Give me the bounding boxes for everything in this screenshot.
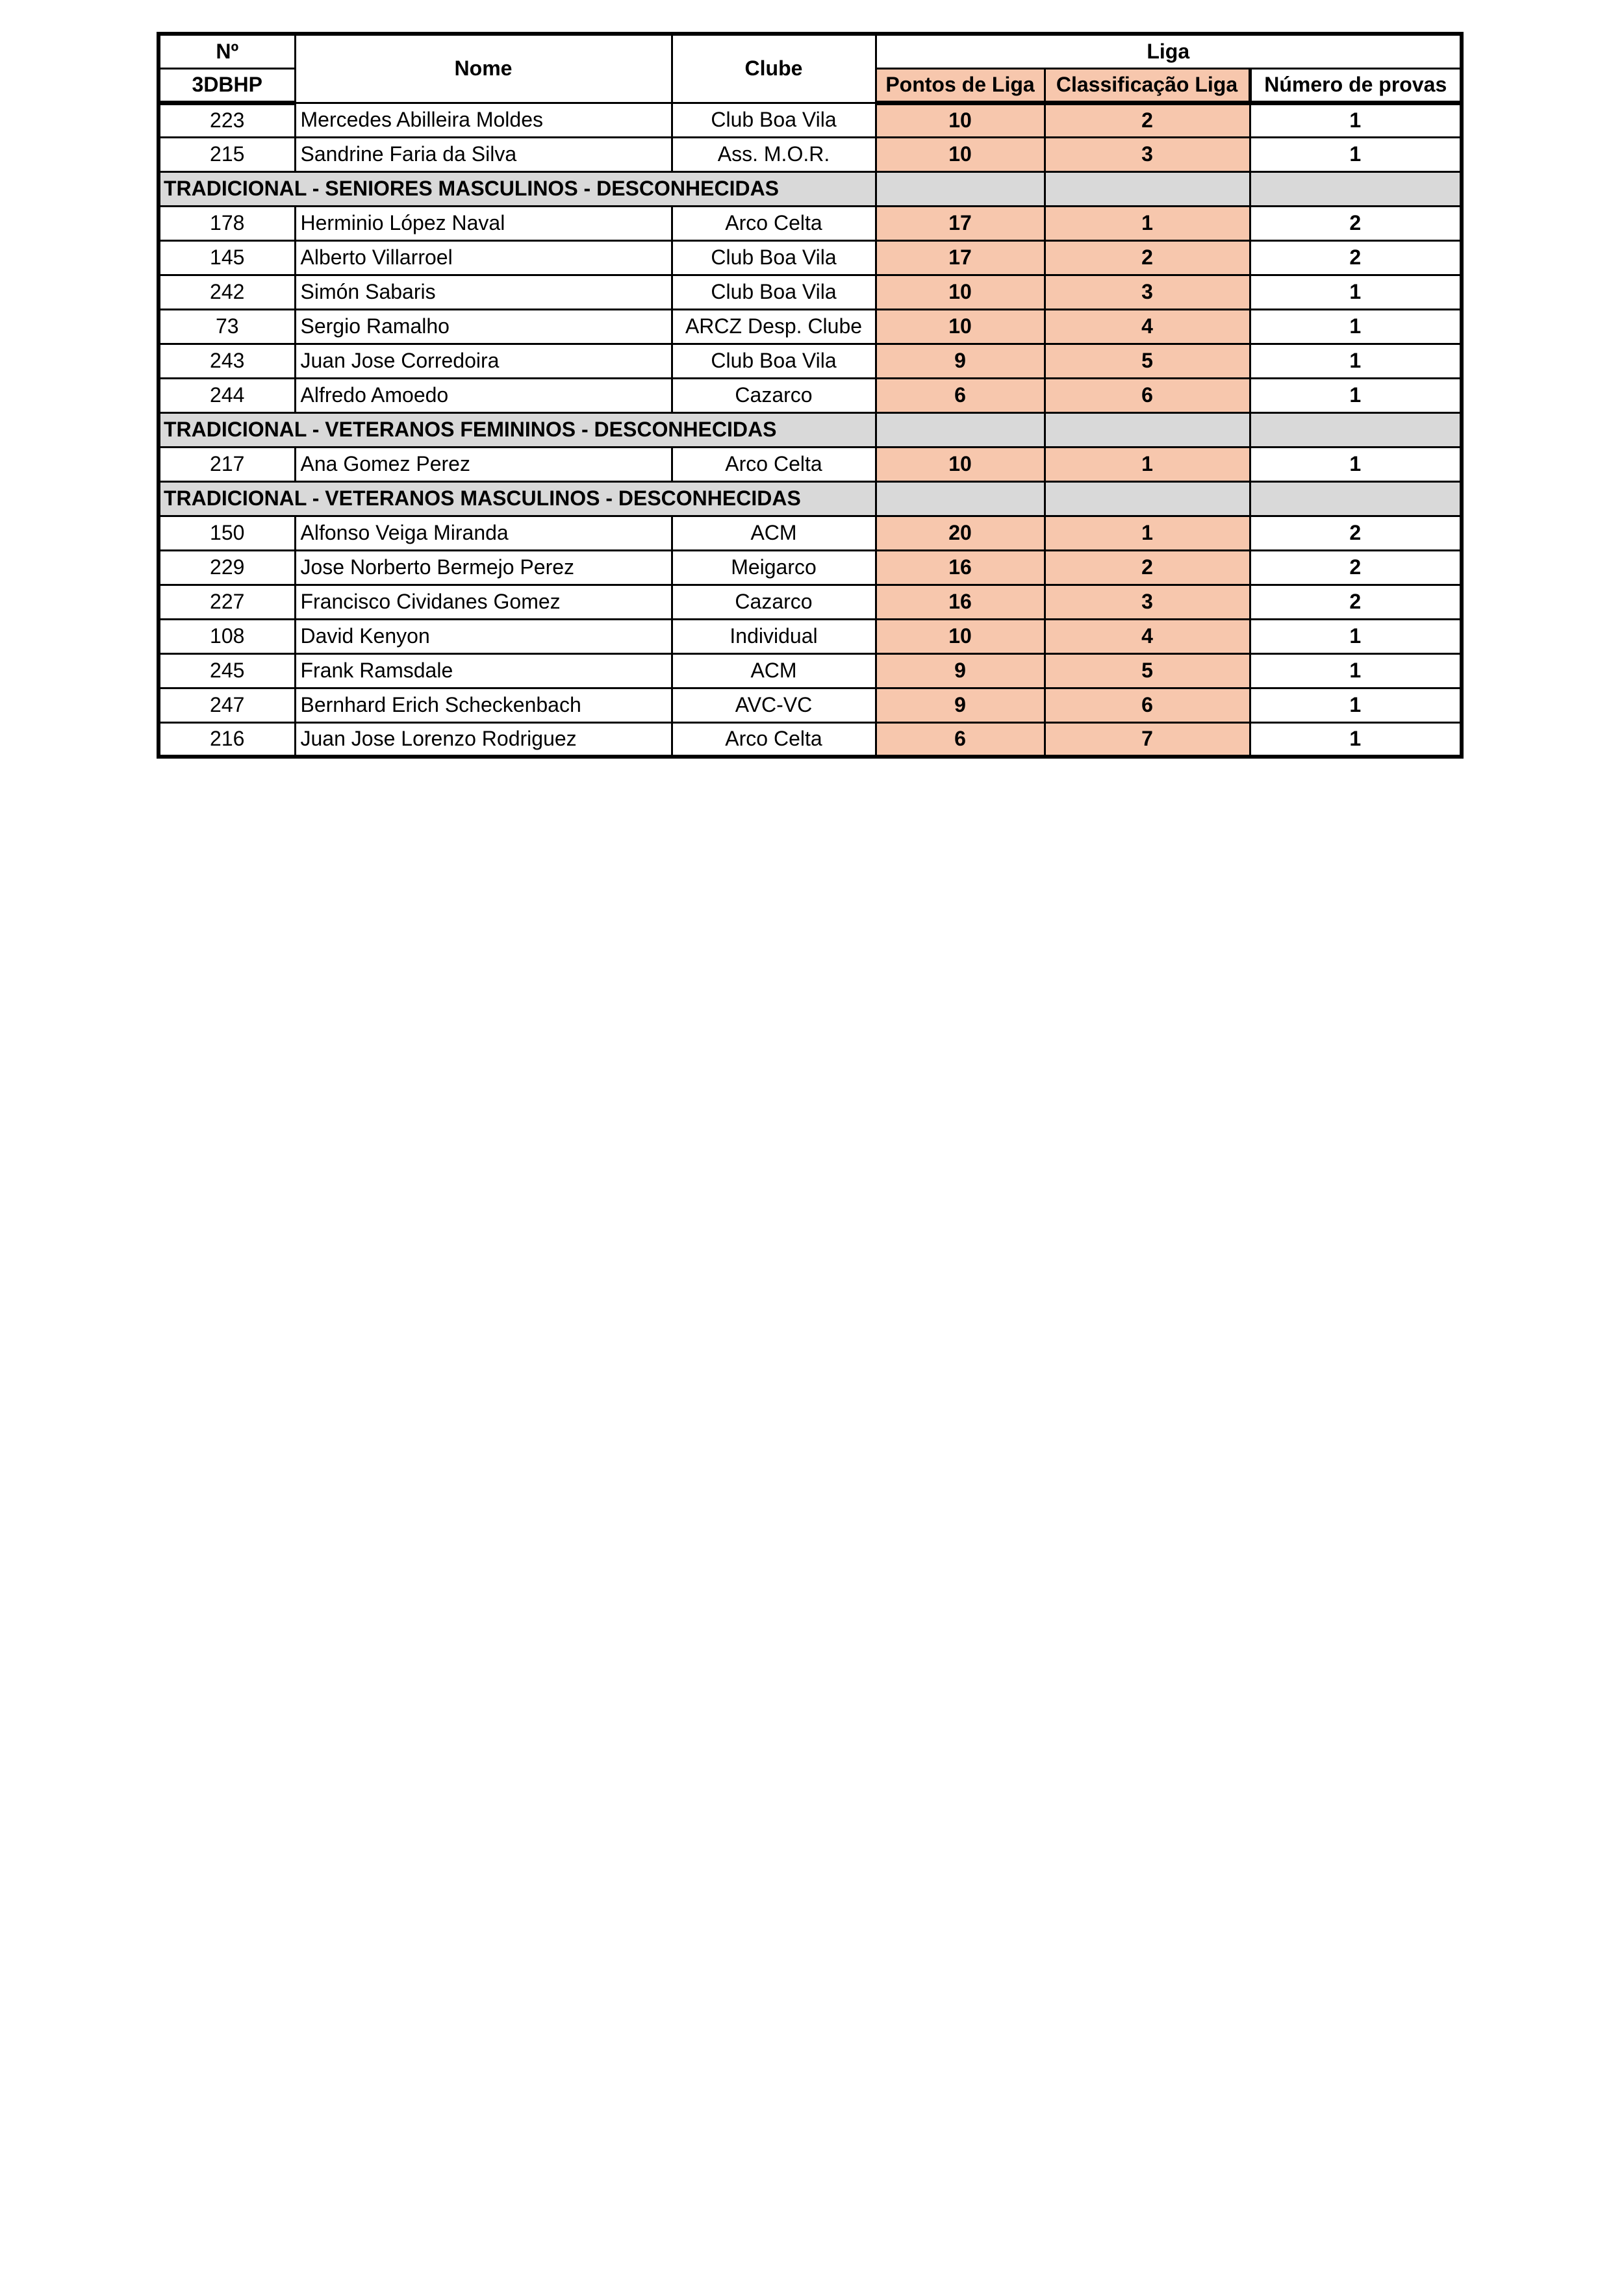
athlete-number: 244 — [159, 378, 295, 412]
table-row — [159, 275, 1462, 309]
athlete-name: Frank Ramsdale — [295, 653, 672, 688]
table-row — [159, 447, 1462, 481]
league-rank: 4 — [1045, 309, 1250, 344]
category-pts-blank — [876, 481, 1045, 516]
athlete-club: Ass. M.O.R. — [672, 137, 876, 171]
category-prov-blank — [1250, 412, 1462, 447]
athlete-name: Herminio López Naval — [295, 206, 672, 240]
league-points: 6 — [876, 722, 1045, 757]
athlete-name: Juan Jose Corredoira — [295, 344, 672, 378]
league-rank: 6 — [1045, 688, 1250, 722]
athlete-name: Juan Jose Lorenzo Rodriguez — [295, 722, 672, 757]
table-row — [159, 240, 1462, 275]
league-points: 10 — [876, 103, 1045, 137]
league-rank: 5 — [1045, 344, 1250, 378]
table-row — [159, 103, 1462, 137]
athlete-number: 217 — [159, 447, 295, 481]
athlete-number: 108 — [159, 619, 295, 653]
league-rank: 1 — [1045, 447, 1250, 481]
category-cls-blank — [1045, 412, 1250, 447]
table-body — [159, 103, 1462, 757]
athlete-club: Meigarco — [672, 550, 876, 585]
athlete-name: Alfonso Veiga Miranda — [295, 516, 672, 550]
event-count: 1 — [1250, 722, 1462, 757]
league-points: 10 — [876, 137, 1045, 171]
athlete-name: Ana Gomez Perez — [295, 447, 672, 481]
league-points: 9 — [876, 653, 1045, 688]
table-row — [159, 206, 1462, 240]
athlete-club: Club Boa Vila — [672, 103, 876, 137]
table-row — [159, 585, 1462, 619]
header-liga: Liga — [876, 34, 1462, 68]
league-table — [157, 32, 1464, 759]
athlete-club: Club Boa Vila — [672, 275, 876, 309]
category-prov-blank — [1250, 481, 1462, 516]
athlete-number: 223 — [159, 103, 295, 137]
league-points: 9 — [876, 688, 1045, 722]
event-count: 1 — [1250, 344, 1462, 378]
athlete-club: Individual — [672, 619, 876, 653]
athlete-name: Jose Norberto Bermejo Perez — [295, 550, 672, 585]
athlete-club: ARCZ Desp. Clube — [672, 309, 876, 344]
league-rank: 3 — [1045, 275, 1250, 309]
athlete-number: 150 — [159, 516, 295, 550]
league-points: 10 — [876, 619, 1045, 653]
league-points: 10 — [876, 447, 1045, 481]
athlete-name: Alberto Villarroel — [295, 240, 672, 275]
event-count: 1 — [1250, 447, 1462, 481]
header-num-bottom: 3DBHP — [159, 68, 295, 103]
header-clube: Clube — [672, 34, 876, 103]
category-title: TRADICIONAL - SENIORES MASCULINOS - DESCONHECIDAS — [159, 171, 876, 206]
athlete-name: Francisco Cividanes Gomez — [295, 585, 672, 619]
league-points: 16 — [876, 550, 1045, 585]
category-pts-blank — [876, 412, 1045, 447]
header-nome: Nome — [295, 34, 672, 103]
athlete-number: 178 — [159, 206, 295, 240]
table-header — [159, 34, 1462, 103]
category-cls-blank — [1045, 171, 1250, 206]
category-pts-blank — [876, 171, 1045, 206]
category-row — [159, 481, 1462, 516]
league-rank: 3 — [1045, 137, 1250, 171]
athlete-name: Sergio Ramalho — [295, 309, 672, 344]
league-points: 9 — [876, 344, 1045, 378]
event-count: 1 — [1250, 103, 1462, 137]
athlete-number: 215 — [159, 137, 295, 171]
event-count: 1 — [1250, 653, 1462, 688]
league-points: 17 — [876, 240, 1045, 275]
league-points: 10 — [876, 309, 1045, 344]
league-points: 20 — [876, 516, 1045, 550]
league-rank: 3 — [1045, 585, 1250, 619]
event-count: 1 — [1250, 619, 1462, 653]
athlete-number: 247 — [159, 688, 295, 722]
category-title: TRADICIONAL - VETERANOS FEMININOS - DESCONHECIDAS — [159, 412, 876, 447]
athlete-club: Club Boa Vila — [672, 344, 876, 378]
table-row — [159, 653, 1462, 688]
athlete-club: Cazarco — [672, 378, 876, 412]
athlete-name: Sandrine Faria da Silva — [295, 137, 672, 171]
event-count: 2 — [1250, 550, 1462, 585]
event-count: 1 — [1250, 378, 1462, 412]
category-cls-blank — [1045, 481, 1250, 516]
league-rank: 6 — [1045, 378, 1250, 412]
league-rank: 2 — [1045, 240, 1250, 275]
league-points: 17 — [876, 206, 1045, 240]
category-title: TRADICIONAL - VETERANOS MASCULINOS - DESCONHECIDAS — [159, 481, 876, 516]
athlete-name: Simón Sabaris — [295, 275, 672, 309]
athlete-name: Alfredo Amoedo — [295, 378, 672, 412]
header-provas: Número de provas — [1250, 68, 1462, 103]
header-num-top: Nº — [159, 34, 295, 68]
table-row — [159, 722, 1462, 757]
event-count: 1 — [1250, 137, 1462, 171]
event-count: 1 — [1250, 688, 1462, 722]
athlete-number: 243 — [159, 344, 295, 378]
category-row — [159, 171, 1462, 206]
athlete-number: 242 — [159, 275, 295, 309]
event-count: 2 — [1250, 585, 1462, 619]
table-row — [159, 688, 1462, 722]
athlete-number: 216 — [159, 722, 295, 757]
athlete-club: AVC-VC — [672, 688, 876, 722]
table-row — [159, 344, 1462, 378]
header-pontos: Pontos de Liga — [876, 68, 1045, 103]
athlete-number: 245 — [159, 653, 295, 688]
table-row — [159, 550, 1462, 585]
table-row — [159, 378, 1462, 412]
league-rank: 2 — [1045, 103, 1250, 137]
table-row — [159, 516, 1462, 550]
athlete-club: ACM — [672, 653, 876, 688]
league-rank: 5 — [1045, 653, 1250, 688]
league-rank: 1 — [1045, 206, 1250, 240]
table-row — [159, 309, 1462, 344]
league-points: 16 — [876, 585, 1045, 619]
athlete-club: Arco Celta — [672, 722, 876, 757]
category-prov-blank — [1250, 171, 1462, 206]
header-classificacao: Classificação Liga — [1045, 68, 1250, 103]
athlete-name: Bernhard Erich Scheckenbach — [295, 688, 672, 722]
athlete-number: 229 — [159, 550, 295, 585]
athlete-club: Arco Celta — [672, 206, 876, 240]
athlete-club: ACM — [672, 516, 876, 550]
athlete-number: 145 — [159, 240, 295, 275]
event-count: 2 — [1250, 516, 1462, 550]
league-points: 10 — [876, 275, 1045, 309]
athlete-number: 73 — [159, 309, 295, 344]
athlete-club: Club Boa Vila — [672, 240, 876, 275]
league-rank: 1 — [1045, 516, 1250, 550]
league-points: 6 — [876, 378, 1045, 412]
athlete-club: Cazarco — [672, 585, 876, 619]
athlete-name: David Kenyon — [295, 619, 672, 653]
event-count: 1 — [1250, 275, 1462, 309]
athlete-name: Mercedes Abilleira Moldes — [295, 103, 672, 137]
table-row — [159, 619, 1462, 653]
event-count: 1 — [1250, 309, 1462, 344]
event-count: 2 — [1250, 206, 1462, 240]
league-rank: 4 — [1045, 619, 1250, 653]
ranking-sheet — [157, 32, 1464, 759]
category-row — [159, 412, 1462, 447]
athlete-number: 227 — [159, 585, 295, 619]
event-count: 2 — [1250, 240, 1462, 275]
league-rank: 2 — [1045, 550, 1250, 585]
athlete-club: Arco Celta — [672, 447, 876, 481]
table-row — [159, 137, 1462, 171]
league-rank: 7 — [1045, 722, 1250, 757]
